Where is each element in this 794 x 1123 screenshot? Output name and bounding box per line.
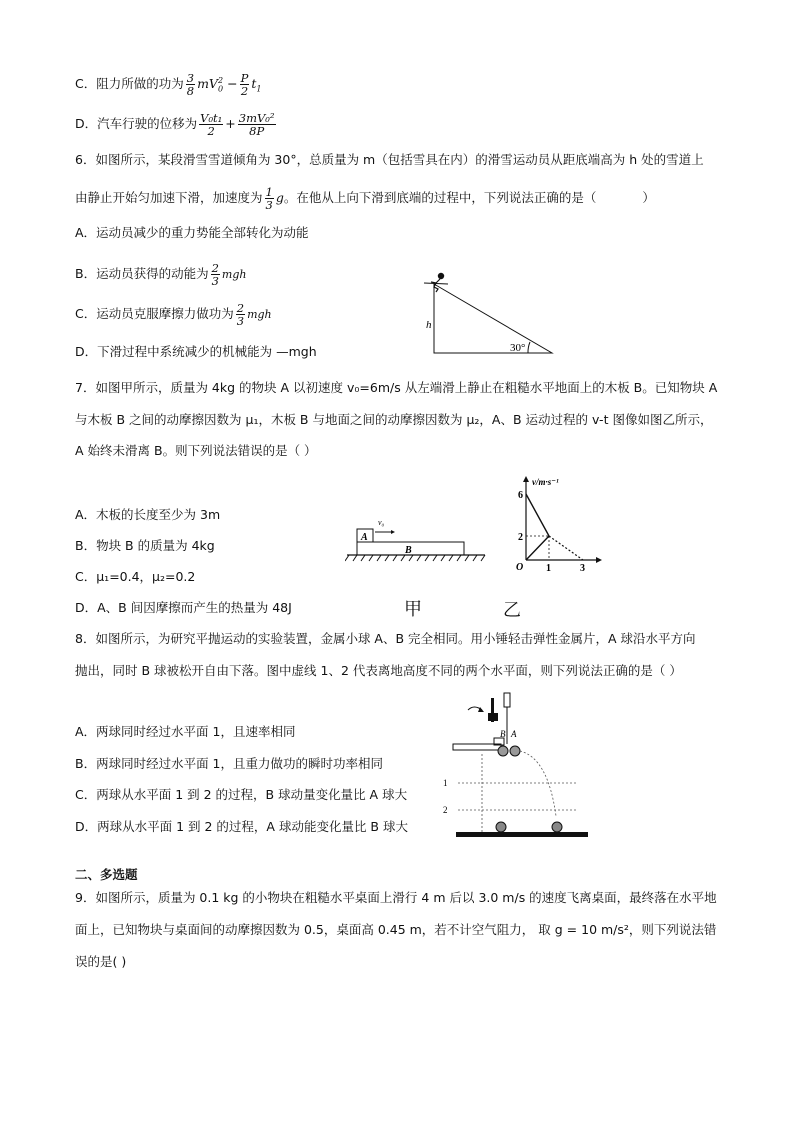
q6-option-c-frac [236, 302, 245, 327]
frac-num: V₀t₁ [200, 111, 223, 125]
q6-option-b [75, 262, 246, 287]
q5-option-d-frac1 [199, 112, 223, 137]
frac-den: 3 [236, 314, 245, 328]
q7-option-b: B．物块 B 的质量为 4kg [75, 538, 215, 553]
frac-den: 2 [207, 124, 215, 138]
plus-sign: + [225, 116, 236, 131]
ball-a-ground [552, 822, 562, 832]
q5-option-c-frac1 [186, 72, 195, 97]
skier-icon [424, 273, 448, 292]
slope-triangle [434, 284, 552, 353]
block-a-label: A [361, 532, 368, 543]
section-multi-choice-title: 二、多选题 [75, 867, 138, 882]
frac-den: 8 [186, 84, 195, 98]
line-a [526, 494, 549, 536]
q7-option-d: D．A、B 间因摩擦而产生的热量为 48J [75, 600, 292, 615]
q6-stem-text: 由静止开始匀加速下滑，加速度为 [75, 190, 263, 205]
q7-vt-graph [506, 474, 606, 574]
level-1-label: 1 [443, 778, 448, 788]
hammer-icon [488, 698, 498, 722]
q6-option-a: A．运动员减少的重力势能全部转化为动能 [75, 225, 309, 240]
ball-a-top [510, 746, 520, 756]
arrow-head-icon [391, 530, 395, 534]
q8-option-d: D．两球从水平面 1 到 2 的过程，A 球动能变化量比 B 球大 [75, 819, 408, 834]
q6-stem-text: 。在他从上向下滑到底端的过程中，下列说法正确的是（ [283, 190, 597, 205]
frac-den: 2 [240, 84, 249, 98]
q8-option-a: A．两球同时经过水平面 1，且速率相同 [75, 724, 296, 739]
frac-num: 3 [186, 71, 195, 85]
line-ab-decel [549, 536, 583, 560]
minus-sign: − [227, 76, 238, 91]
q9-stem-line3: 误的是( ) [75, 954, 127, 969]
q6-option-text: B．运动员获得的动能为 [75, 266, 209, 281]
q6-slope-figure [418, 270, 558, 360]
q8-option-b: B．两球同时经过水平面 1，且重力做功的瞬时功率相同 [75, 756, 384, 771]
y-axis-label: v/m·s⁻¹ [532, 477, 559, 487]
ball-b-top [498, 746, 508, 756]
math-term: mV [197, 76, 218, 91]
q9-stem-line1: 9．如图所示，质量为 0.1 kg 的小物块在粗糙水平桌面上滑行 4 m 后以 3.0 m/s 的速度飞离桌面，最终落在水平地 [75, 890, 717, 905]
q7-board-figure [345, 513, 490, 568]
x-tick-3: 3 [580, 563, 585, 574]
q6-option-c [75, 302, 272, 327]
q5-option-d-frac2 [238, 112, 276, 137]
frac-num: 1 [265, 185, 273, 199]
ball-a-label: A [511, 729, 517, 739]
q5-option-d [75, 112, 278, 137]
math-term: mgh [247, 308, 272, 321]
math-sub: 0 [217, 84, 224, 94]
q5-option-c-frac2 [240, 72, 250, 97]
floor-bar [456, 832, 588, 837]
a-trajectory [520, 751, 556, 816]
y-tick-6: 6 [518, 490, 523, 501]
x-arrow-icon [596, 557, 602, 563]
q5-option-d-text: D．汽车行驶的位移为 [75, 116, 198, 131]
ball-b-label: B [500, 729, 506, 739]
q7-option-a: A．木板的长度至少为 3m [75, 507, 221, 522]
v0-label: v₀ [378, 518, 385, 527]
math-sup: 2 [218, 75, 224, 85]
spring-plate [504, 693, 510, 707]
frac-num: 3mV₀² [238, 111, 275, 125]
q8-stem-line1: 8．如图所示，为研究平抛运动的实验装置，金属小球 A、B 完全相同。用小锤轻击弹性金属片，A 球沿水平方向 [75, 631, 696, 646]
q8-option-c: C．两球从水平面 1 到 2 的过程，B 球动量变化量比 A 球大 [75, 787, 408, 802]
q6-accel-frac [265, 186, 274, 211]
q7-stem-line2: 与木板 B 之间的动摩擦因数为 μ₁，木板 B 与地面之间的动摩擦因数为 μ₂，A、B 运动过程的 v-t 图像如图乙所示， [75, 412, 713, 427]
q6-option-d: D．下滑过程中系统减少的机械能为 —mgh [75, 344, 317, 359]
q6-stem-line1: 6．如图所示，某段滑雪雪道倾角为 30°，总质量为 m（包括雪具在内）的滑雪运动员从距底端高为 h 处的雪道上 [75, 152, 704, 167]
q7-stem-line1: 7．如图甲所示，质量为 4kg 的物块 A 以初速度 v₀=6m/s 从左端滑上静止在粗糙水平地面上的木板 B。已知物块 A [75, 380, 718, 395]
q6-stem-line2 [75, 186, 655, 211]
x-tick-1: 1 [546, 563, 551, 574]
height-label: h [426, 319, 432, 331]
q6-option-text: C．运动员克服摩擦力做功为 [75, 306, 234, 321]
q5-option-c [75, 72, 261, 98]
q8-apparatus-figure [438, 688, 598, 838]
origin-label: O [516, 562, 524, 573]
frac-num: 2 [211, 261, 219, 275]
angle-arc [528, 342, 530, 353]
caption-jia: 甲 [404, 599, 422, 620]
frac-num: P [240, 71, 249, 85]
q9-stem-line2: 面上，已知物块与桌面间的动摩擦因数为 0.5，桌面高 0.45 m，若不计空气阻力， 取 g = 10 m/s²，则下列说法错 [75, 922, 717, 937]
q7-option-c: C．μ₁=0.4，μ₂=0.2 [75, 569, 196, 584]
math-g: g [275, 190, 284, 205]
q8-stem-line2: 抛出，同时 B 球被松开自由下落。图中虚线 1、2 代表离地高度不同的两个水平面，则下列说法正确的是（ ） [75, 663, 682, 678]
ground-hatch [345, 555, 485, 561]
y-tick-2: 2 [518, 532, 523, 543]
frac-den: 3 [265, 198, 273, 212]
angle-label: 30° [510, 342, 526, 354]
frac-den: 8P [249, 124, 265, 138]
math-sub: 1 [256, 84, 262, 94]
q6-option-b-frac [211, 262, 220, 287]
y-arrow-icon [523, 476, 529, 482]
q7-stem-line3: A 始终未滑离 B。则下列说法错误的是（ ） [75, 443, 317, 458]
math-term: mgh [221, 268, 247, 281]
q5-option-c-text: C．阻力所做的功为 [75, 76, 184, 91]
caption-yi: 乙 [503, 600, 521, 621]
line-b [526, 536, 549, 560]
frac-num: 2 [236, 301, 245, 315]
math-term: t [251, 76, 257, 91]
ball-b-ground [496, 822, 506, 832]
frac-den: 3 [211, 274, 219, 288]
q6-stem-close: ） [642, 190, 655, 205]
board-b-label: B [405, 545, 412, 556]
level-2-label: 2 [443, 805, 448, 815]
